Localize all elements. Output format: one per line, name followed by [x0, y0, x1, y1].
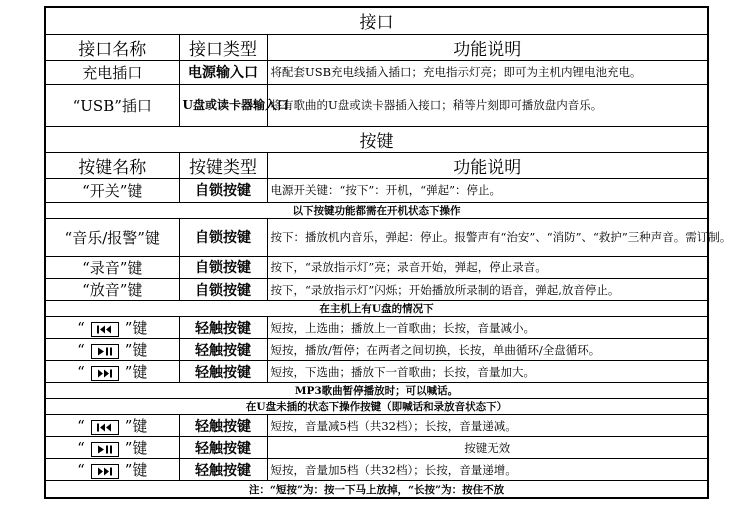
- key-close-quote: ”键: [124, 363, 148, 382]
- key-close-quote: ”键: [124, 439, 148, 458]
- key-name: “放音”键: [45, 278, 179, 300]
- key-name: [45, 459, 179, 481]
- key-name: [45, 361, 179, 383]
- key-type: 自锁按键: [179, 256, 267, 278]
- prev-track-icon: [91, 420, 119, 435]
- header-key-name: 按键名称: [45, 152, 179, 178]
- section-row-interface: [45, 7, 708, 34]
- table-row: [45, 317, 708, 339]
- key-open-quote: “: [77, 417, 85, 436]
- key-type: 轻触按键: [179, 339, 267, 361]
- key-name: [45, 415, 179, 437]
- key-open-quote: “: [77, 319, 85, 338]
- interface-name: 充电插口: [45, 60, 179, 84]
- header-key-desc: 功能说明: [267, 152, 708, 178]
- key-desc: 短按，上选曲；播放上一首歌曲；长按，音量减小。: [267, 317, 708, 339]
- key-desc: 按键无效: [267, 437, 708, 459]
- key-desc: 短按，下选曲；播放下一首歌曲；长按，音量加大。: [267, 361, 708, 383]
- note-row: [45, 301, 708, 317]
- header-interface-type: 接口类型: [179, 34, 267, 60]
- table-row: [45, 84, 708, 126]
- header-interface-desc: 功能说明: [267, 34, 708, 60]
- header-row-interface: [45, 34, 708, 60]
- note-usb-present: 在主机上有U盘的情况下: [45, 301, 708, 317]
- interface-type: U盘或读卡器输入口: [179, 84, 267, 126]
- table-row: [45, 415, 708, 437]
- key-type: 自锁按键: [179, 178, 267, 202]
- prev-track-icon: [91, 322, 119, 337]
- spec-table: [44, 6, 732, 499]
- play-pause-icon: [91, 442, 119, 457]
- footer-note: 注：“短按”为：按一下马上放掉，“长按”为：按住不放: [45, 481, 708, 498]
- footer-row: [45, 481, 708, 498]
- key-name: [45, 339, 179, 361]
- key-desc: 短按，音量加5档（共32档）；长按，音量递增。: [267, 459, 708, 481]
- key-type: 自锁按键: [179, 278, 267, 300]
- interface-name: “USB”插口: [45, 84, 179, 126]
- key-type: 自锁按键: [179, 218, 267, 256]
- next-track-icon: [91, 464, 119, 479]
- table-row: [45, 437, 708, 459]
- note-row: [45, 383, 708, 399]
- note-power-on: 以下按键功能都需在开机状态下操作: [45, 202, 708, 218]
- table-row: [45, 178, 708, 202]
- key-desc: 按下，“录放指示灯”闪烁；开始播放所录制的语音，弹起,放音停止。: [267, 278, 708, 300]
- key-name: [45, 437, 179, 459]
- header-key-type: 按键类型: [179, 152, 267, 178]
- key-desc: 按下，“录放指示灯”亮；录音开始，弹起，停止录音。: [267, 256, 708, 278]
- key-type: 轻触按键: [179, 317, 267, 339]
- table-row: [45, 218, 708, 256]
- table-row: [45, 361, 708, 383]
- note-row: [45, 202, 708, 218]
- key-name: “录音”键: [45, 256, 179, 278]
- key-open-quote: “: [77, 461, 85, 480]
- header-interface-name: 接口名称: [45, 34, 179, 60]
- table-row: [45, 60, 708, 84]
- note-row: [45, 399, 708, 415]
- note-mp3-pause: MP3歌曲暂停播放时；可以喊话。: [45, 383, 708, 399]
- key-name: “音乐/报警”键: [45, 218, 179, 256]
- key-name: [45, 317, 179, 339]
- key-type: 轻触按键: [179, 415, 267, 437]
- section-title-interface: 接口: [45, 7, 708, 34]
- key-type: 轻触按键: [179, 437, 267, 459]
- key-type: 轻触按键: [179, 459, 267, 481]
- table-row: [45, 278, 708, 300]
- key-name: “开关”键: [45, 178, 179, 202]
- table-row: [45, 459, 708, 481]
- key-close-quote: ”键: [124, 341, 148, 360]
- note-usb-absent: 在U盘未插的状态下操作按键（即喊话和录放音状态下）: [45, 399, 708, 415]
- interface-type: 电源输入口: [179, 60, 267, 84]
- section-title-keys: 按键: [45, 126, 708, 152]
- key-desc: 电源开关键：“按下”：开机，“弹起”：停止。: [267, 178, 708, 202]
- key-desc: 短按，播放/暂停；在两者之间切换，长按，单曲循环/全盘循环。: [267, 339, 708, 361]
- key-type: 轻触按键: [179, 361, 267, 383]
- next-track-icon: [91, 366, 119, 381]
- key-close-quote: ”键: [124, 461, 148, 480]
- key-open-quote: “: [77, 341, 85, 360]
- table-row: [45, 256, 708, 278]
- key-close-quote: ”键: [124, 417, 148, 436]
- key-desc: 按下：播放机内音乐，弹起：停止。报警声有“治安”、“消防”、“救护”三种声音。需订制。: [267, 218, 708, 256]
- table-row: [45, 339, 708, 361]
- interface-desc: 将有歌曲的U盘或读卡器插入接口；稍等片刻即可播放盘内音乐。: [267, 84, 708, 126]
- key-open-quote: “: [77, 439, 85, 458]
- section-row-keys: [45, 126, 708, 152]
- key-open-quote: “: [77, 363, 85, 382]
- key-desc: 短按，音量减5档（共32档）；长按，音量递减。: [267, 415, 708, 437]
- interface-desc: 将配套USB充电线插入插口；充电指示灯亮；即可为主机内锂电池充电。: [267, 60, 708, 84]
- header-row-keys: [45, 152, 708, 178]
- play-pause-icon: [91, 344, 119, 359]
- key-close-quote: ”键: [124, 319, 148, 338]
